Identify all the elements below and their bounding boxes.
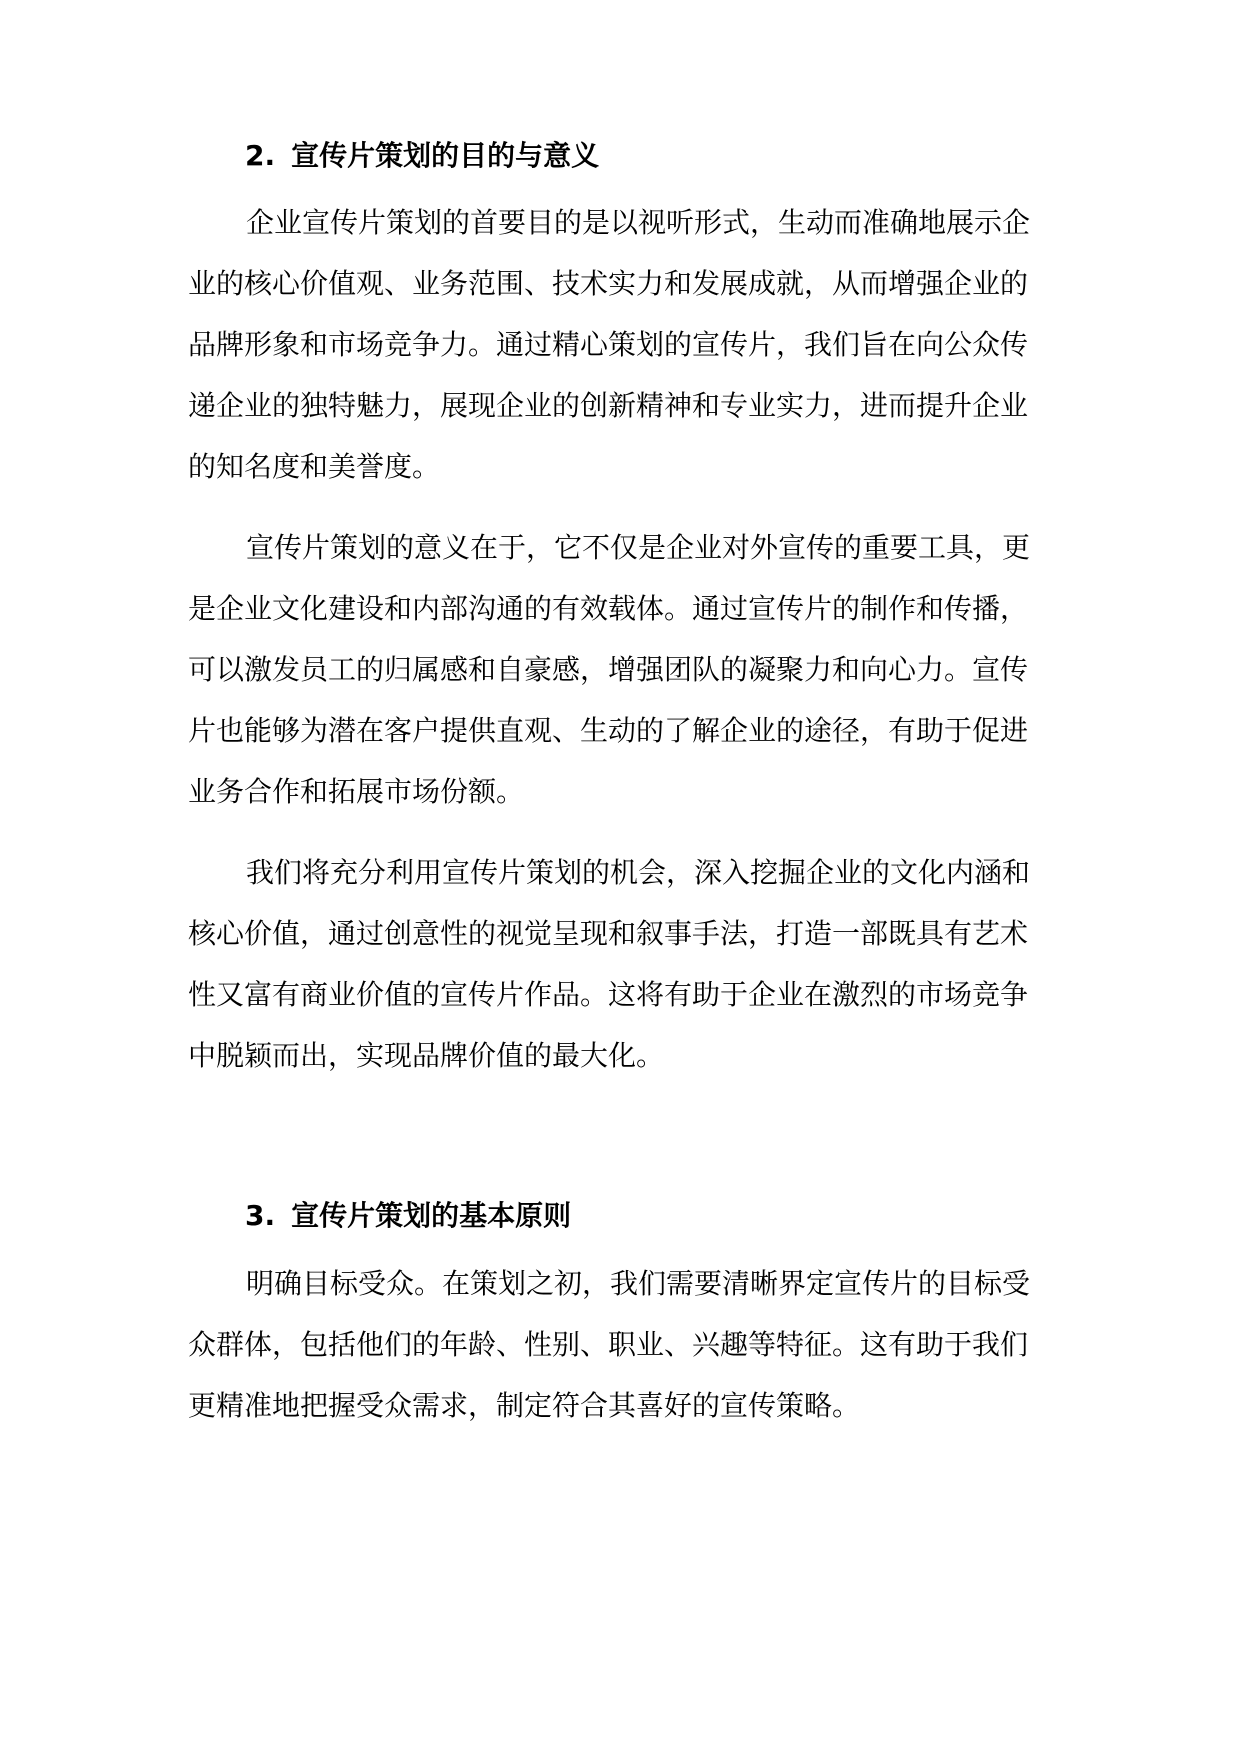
section-2-paragraph-2 [188, 517, 1064, 822]
section-3-heading [245, 1196, 571, 1236]
section-3-number: 3. [245, 1199, 276, 1232]
paragraph-line: 明确目标受众。在策划之初，我们需要清晰界定宣传片的目标受 [246, 1267, 1031, 1300]
paragraph-line: 性又富有商业价值的宣传片作品。这将有助于企业在激烈的市场竞争 [188, 978, 1029, 1011]
paragraph-line: 业的核心价值观、业务范围、技术实力和发展成就，从而增强企业的 [188, 267, 1029, 300]
paragraph-line: 众群体，包括他们的年龄、性别、职业、兴趣等特征。这有助于我们 [188, 1328, 1029, 1361]
section-2-paragraph-1 [188, 192, 1064, 497]
section-2-paragraph-3 [188, 842, 1064, 1086]
section-3-title: 宣传片策划的基本原则 [291, 1199, 572, 1232]
paragraph-line: 宣传片策划的意义在于，它不仅是企业对外宣传的重要工具，更 [246, 531, 1031, 564]
paragraph-line: 业务合作和拓展市场份额。 [188, 775, 525, 808]
paragraph-line: 品牌形象和市场竞争力。通过精心策划的宣传片，我们旨在向公众传 [188, 328, 1029, 361]
paragraph-line: 企业宣传片策划的首要目的是以视听形式，生动而准确地展示企 [246, 206, 1031, 239]
section-2-heading [245, 136, 599, 176]
paragraph-line: 是企业文化建设和内部沟通的有效载体。通过宣传片的制作和传播， [188, 592, 1029, 625]
paragraph-line: 片也能够为潜在客户提供直观、生动的了解企业的途径，有助于促进 [188, 714, 1029, 747]
paragraph-line: 核心价值，通过创意性的视觉呈现和叙事手法，打造一部既具有艺术 [188, 917, 1029, 950]
paragraph-line: 可以激发员工的归属感和自豪感，增强团队的凝聚力和向心力。宣传 [188, 653, 1029, 686]
section-2-title: 宣传片策划的目的与意义 [291, 139, 600, 172]
section-3-paragraph-1 [188, 1253, 1064, 1436]
section-2-number: 2. [245, 139, 276, 172]
paragraph-line: 更精准地把握受众需求，制定符合其喜好的宣传策略。 [188, 1389, 861, 1422]
paragraph-line: 递企业的独特魅力，展现企业的创新精神和专业实力，进而提升企业 [188, 389, 1029, 422]
paragraph-line: 的知名度和美誉度。 [188, 450, 441, 483]
paragraph-line: 中脱颖而出，实现品牌价值的最大化。 [188, 1039, 665, 1072]
paragraph-line: 我们将充分利用宣传片策划的机会，深入挖掘企业的文化内涵和 [246, 856, 1031, 889]
